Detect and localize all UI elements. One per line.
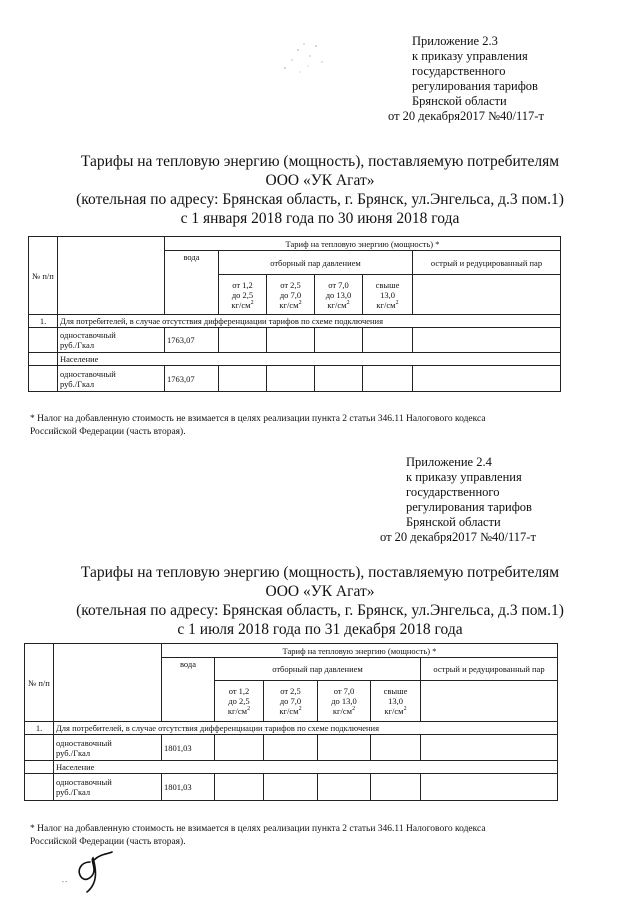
table-row (25, 774, 558, 801)
col-header-steam: отборный пар давлением (219, 251, 413, 275)
table-row (29, 353, 561, 366)
row-group-text: Для потребителей, в случае отсутствия дифференциации тарифов по схеме подключения (58, 315, 561, 328)
col-header-pressure-1: от 1,2 до 2,5 $кг/см^2$ (219, 275, 267, 315)
col-header-water: вода (162, 658, 215, 722)
col-header-pressure-2: от 2,5 до 7,0 $кг/см^2$ (267, 275, 315, 315)
stamp-dots (280, 38, 330, 78)
title-block-2 (0, 563, 640, 639)
col-header-tariff: Тариф на тепловую энергию (мощность) * (165, 237, 561, 251)
col-header-empty (58, 237, 165, 315)
row-number: 1. (29, 315, 58, 328)
footnote-1: * Налог на добавленную стоимость не взимается в целях реализации пункта 2 статьи 346.11 Налогового кодекса Российской Федерации (часть вторая). (30, 414, 486, 437)
col-header-sharp-empty (421, 681, 558, 722)
col-header-number: № п/п (25, 644, 54, 722)
title-line: Тарифы на тепловую энергию (мощность), поставляемую потребителям (80, 153, 560, 170)
table-row (25, 722, 558, 735)
rate-value: 1763,07 (165, 366, 219, 392)
annex-block-1 (375, 34, 544, 124)
col-header-sharp-steam: острый и редуцированный пар (413, 251, 561, 275)
title-line: ООО «УК Агат» (265, 583, 375, 600)
rate-label: одноставочный руб./Гкал (58, 328, 165, 353)
col-header-empty (54, 644, 162, 722)
col-header-number: № п/п (29, 237, 58, 315)
annex-line: Брянской области (406, 515, 501, 529)
table-row (25, 761, 558, 774)
tariff-table-1 (28, 236, 561, 392)
col-header-pressure-1: от 1,2 до 2,5 $кг/см^2$ (215, 681, 264, 722)
title-line: (котельная по адресу: Брянская область, г. Брянск, ул.Энгельса, д.3 пом.1) (76, 602, 564, 619)
col-header-pressure-3: от 7,0 до 13,0 $кг/см^2$ (315, 275, 363, 315)
col-header-sharp-steam: острый и редуцированный пар (421, 658, 558, 681)
col-header-water: вода (165, 251, 219, 315)
col-header-sharp-empty (413, 275, 561, 315)
col-header-pressure-2: от 2,5 до 7,0 $кг/см^2$ (264, 681, 318, 722)
population-label: Население (54, 761, 558, 774)
col-header-pressure-4: свыше 13,0 $кг/см^2$ (371, 681, 421, 722)
title-line: с 1 января 2018 года по 30 июня 2018 года (180, 210, 460, 227)
rate-value: 1801,03 (162, 774, 215, 801)
annex-line: Брянской области (412, 94, 507, 108)
annex-line: регулирования тарифов (412, 79, 538, 93)
col-header-pressure-4: свыше 13,0 $кг/см^2$ (363, 275, 413, 315)
title-line: (котельная по адресу: Брянская область, г. Брянск, ул.Энгельса, д.3 пом.1) (76, 191, 564, 208)
annex-line: государственного (412, 64, 506, 78)
annex-block-2 (375, 455, 536, 545)
rate-label: одноставочный руб./Гкал (54, 735, 162, 761)
table-row (25, 735, 558, 761)
rate-label: одноставочный руб./Гкал (54, 774, 162, 801)
table-row (29, 328, 561, 353)
annex-line: к приказу управления (406, 470, 522, 484)
annex-line: к приказу управления (412, 49, 528, 63)
rate-label: одноставочный руб./Гкал (58, 366, 165, 392)
annex-line: от 20 декабря2017 №40/117-т (380, 530, 536, 544)
title-line: с 1 июля 2018 года по 31 декабря 2018 года (177, 621, 463, 638)
population-label: Население (58, 353, 561, 366)
table-row (29, 366, 561, 392)
table-row (29, 315, 561, 328)
annex-line: государственного (406, 485, 500, 499)
signature (60, 848, 130, 896)
col-header-tariff: Тариф на тепловую энергию (мощность) * (162, 644, 558, 658)
row-number: 1. (25, 722, 54, 735)
rate-value: 1801,03 (162, 735, 215, 761)
annex-line: Приложение 2.4 (406, 455, 492, 469)
title-line: ООО «УК Агат» (265, 172, 375, 189)
footnote-2: * Налог на добавленную стоимость не взимается в целях реализации пункта 2 статьи 346.11 Налогового кодекса Российской Федерации (часть вторая). (30, 824, 486, 847)
col-header-pressure-3: от 7,0 до 13,0 $кг/см^2$ (318, 681, 371, 722)
annex-line: Приложение 2.3 (412, 34, 498, 48)
annex-line: от 20 декабря2017 №40/117-т (388, 109, 544, 123)
title-line: Тарифы на тепловую энергию (мощность), поставляемую потребителям (80, 564, 560, 581)
col-header-steam: отборный пар давлением (215, 658, 421, 681)
tariff-table-2 (24, 643, 558, 801)
title-block-1 (0, 152, 640, 228)
annex-line: регулирования тарифов (406, 500, 532, 514)
rate-value: 1763,07 (165, 328, 219, 353)
row-group-text: Для потребителей, в случае отсутствия дифференциации тарифов по схеме подключения (54, 722, 558, 735)
